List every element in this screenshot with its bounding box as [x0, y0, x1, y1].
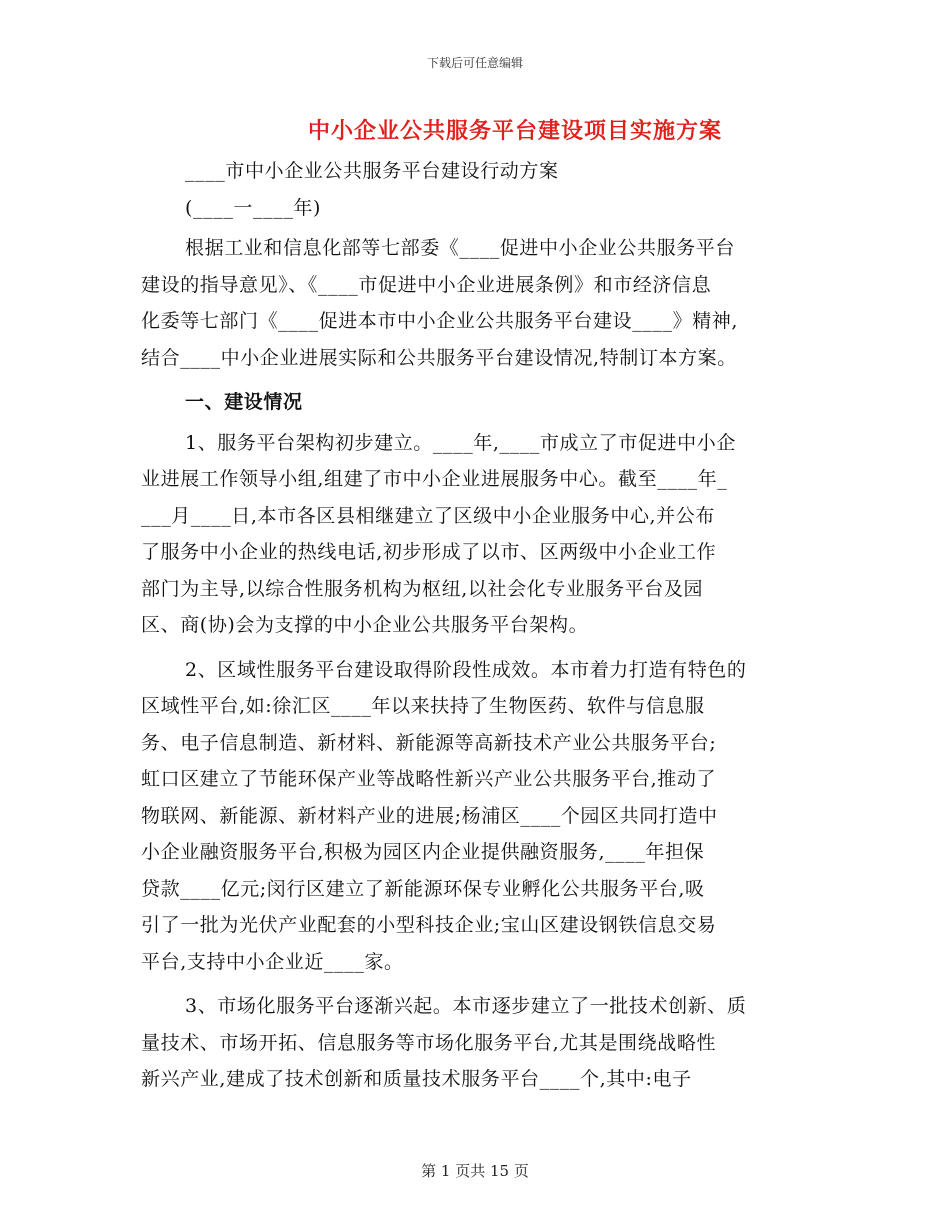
intro-paragraph — [141, 230, 810, 376]
paragraph-3 — [141, 988, 810, 1098]
subtitle-line: ____市中小企业公共服务平台建设行动方案 — [185, 160, 559, 182]
text-line: 小企业融资服务平台,积极为园区内企业提供融资服务,____年担保 — [141, 841, 705, 863]
text-line: 部门为主导,以综合性服务机构为枢纽,以社会化专业服务平台及园 — [141, 577, 704, 600]
text-line: 新兴产业,建成了技术创新和质量技术服务平台____个,其中:电子 — [141, 1068, 692, 1090]
text-line: 物联网、新能源、新材料产业的进展;杨浦区____个园区共同打造中 — [141, 804, 718, 827]
paragraph-1 — [141, 425, 810, 644]
text-line: 务、电子信息制造、新材料、新能源等高新技术产业公共服务平台; — [141, 731, 717, 754]
text-line: 根据工业和信息化部等七部委《____促进中小企业公共服务平台 — [185, 237, 736, 259]
text-line: 1、服务平台架构初步建立。____年,____市成立了市促进中小企 — [185, 431, 736, 454]
subtitle-line: (____一____年) — [185, 196, 322, 219]
section-heading: 一、建设情况 — [185, 391, 303, 413]
document-body — [141, 153, 810, 1106]
text-line: 引了一批为光伏产业配套的小型科技企业;宝山区建设钢铁信息交易 — [141, 914, 717, 936]
text-line: 化委等七部门《____促进本市中小企业公共服务平台建设____》精神, — [141, 310, 739, 332]
text-line: 业进展工作领导小组,组建了市中小企业进展服务中心。截至____年_ — [141, 468, 728, 490]
text-line: 区域性平台,如:徐汇区____年以来扶持了生物医药、软件与信息服 — [141, 695, 705, 717]
text-line: 贷款____亿元;闵行区建立了新能源环保专业孵化公共服务平台,吸 — [141, 877, 705, 900]
document-title: 中小企业公共服务平台建设项目实施方案 — [307, 118, 722, 144]
header-note: 下载后可任意编辑 — [426, 56, 523, 70]
text-line: 3、市场化服务平台逐渐兴起。本市逐步建立了一批技术创新、质 — [185, 995, 747, 1017]
text-line: 了服务中小企业的热线电话,初步形成了以市、区两级中小企业工作 — [141, 541, 717, 563]
text-line: 平台,支持中小企业近____家。 — [141, 950, 404, 973]
text-line: 区、商(协)会为支撑的中小企业公共服务平台架构。 — [141, 614, 589, 636]
text-line: ___月____日,本市各区县相继建立了区级中小企业服务中心,并公布 — [141, 504, 715, 527]
page-footer: 第 1 页共 15 页 — [421, 1162, 529, 1180]
paragraph-2 — [141, 652, 810, 981]
text-line: 2、区域性服务平台建设取得阶段性成效。本市着力打造有特色的 — [185, 658, 747, 681]
text-line: 建设的指导意见》、《____市促进中小企业进展条例》和市经济信息 — [141, 273, 712, 296]
text-line: 虹口区建立了节能环保产业等战略性新兴产业公共服务平台,推动了 — [141, 768, 717, 790]
text-line: 结合____中小企业进展实际和公共服务平台建设情况,特制订本方案。 — [141, 346, 737, 369]
text-line: 量技术、市场开拓、信息服务等市场化服务平台,尤其是围绕战略性 — [141, 1031, 717, 1054]
